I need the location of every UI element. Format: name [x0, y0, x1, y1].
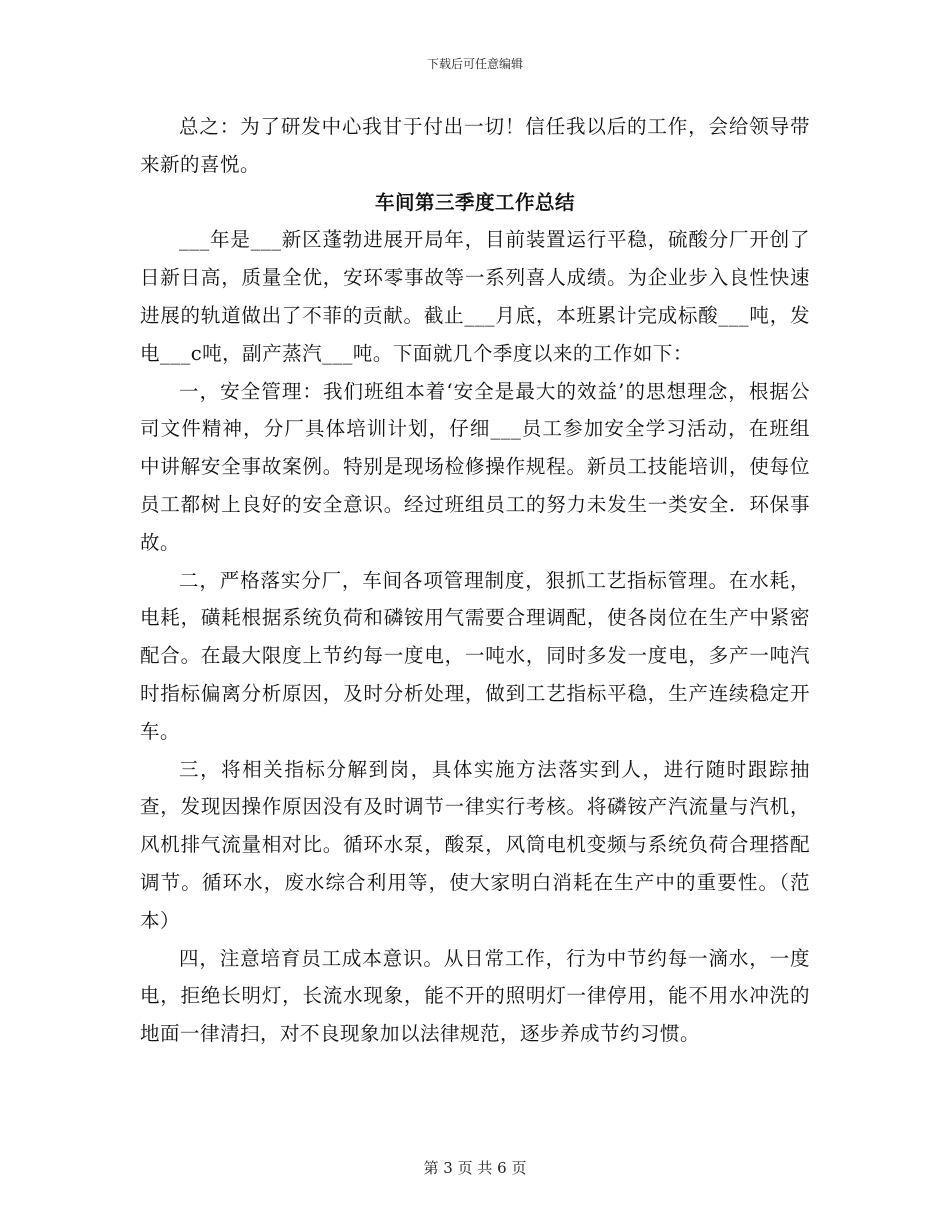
page-header: 下载后可任意编辑	[426, 57, 523, 71]
body-paragraph: 二，严格落实分厂，车间各项管理制度，狠抓工艺指标管理。在水耗，电耗，磺耗根据系统负荷和磷铵用气需要合理调配，使各岗位在生产中紧密配合。在最大限度上节约每一度电，一吨水，同时多发一度电，多产一吨汽时指标偏离分析原因，及时分析处理，做到工艺指标平稳，生产连续稳定开车。	[140, 568, 810, 743]
page-number: 第 3 页 共 6 页	[423, 1159, 527, 1177]
intro-paragraph: 总之：为了研发中心我甘于付出一切！信任我以后的工作，会给领导带来新的喜悦。	[140, 115, 810, 176]
body-paragraph: 一，安全管理：我们班组本着‘安全是最大的效益’的思想理念，根据公司文件精神，分厂具体培训计划，仔细___员工参加安全学习活动，在班组中讲解安全事故案例。特别是现场检修操作规程。新员工技能培训，使每位员工都树上良好的安全意识。经过班组员工的努力未发生一类安全．环保事故。	[140, 379, 810, 554]
section-title: 车间第三季度工作总结	[374, 190, 575, 214]
body-paragraph: ___年是___新区蓬勃进展开局年，目前装置运行平稳，硫酸分厂开创了日新日高，质量全优，安环零事故等一系列喜人成绩。为企业步入良性快速进展的轨道做出了不菲的贡献。截止___月底，本班累计完成标酸___吨，发电___c吨，副产蒸汽___吨。下面就几个季度以来的工作如下：	[140, 228, 810, 365]
body-paragraph: 三，将相关指标分解到岗，具体实施方法落实到人，进行随时跟踪抽查，发现因操作原因没有及时调节一律实行考核。将磷铵产汽流量与汽机，风机排气流量相对比。循环水泵，酸泵，风筒电机变频与系统负荷合理搭配调节。循环水，废水综合利用等，使大家明白消耗在生产中的重要性。（范本）	[140, 757, 810, 932]
document-body	[140, 108, 810, 1053]
body-paragraph: 四，注意培育员工成本意识。从日常工作，行为中节约每一滴水，一度电，拒绝长明灯，长流水现象，能不开的照明灯一律停用，能不用水冲洗的地面一律清扫，对不良现象加以法律规范，逐步养成节约习惯。	[140, 946, 810, 1046]
